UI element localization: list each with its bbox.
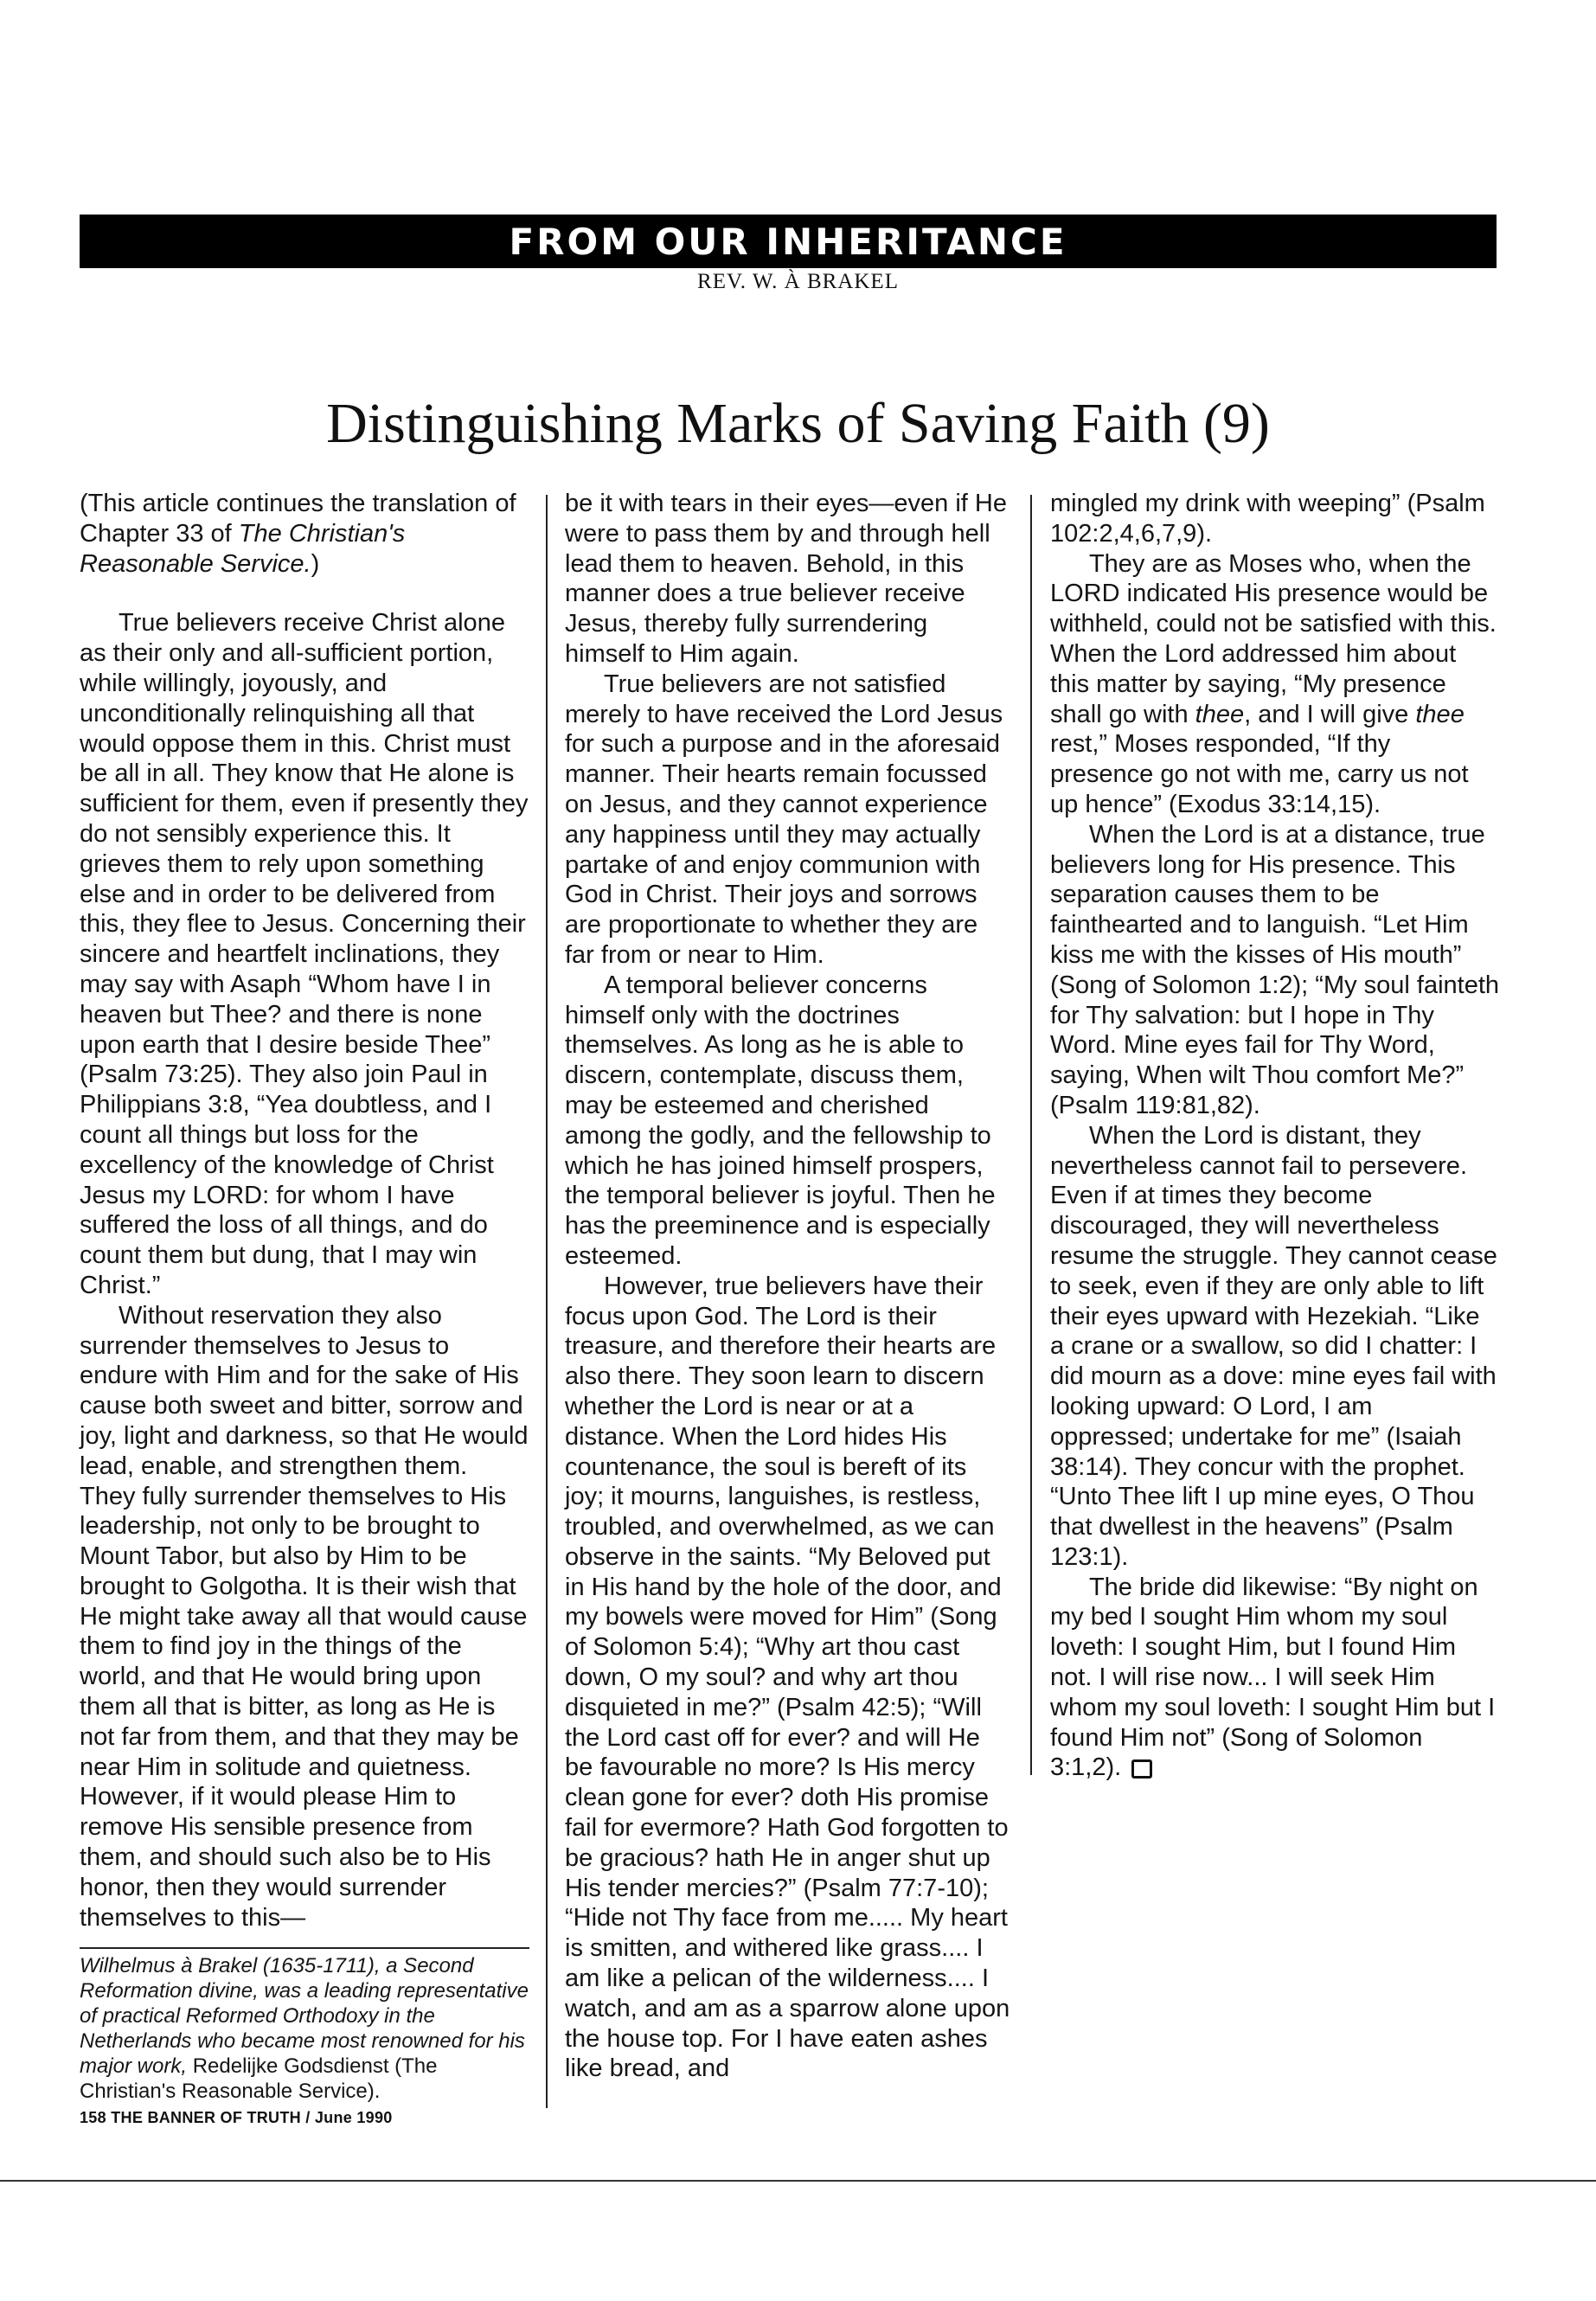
page-bottom-rule bbox=[0, 2180, 1596, 2182]
column-divider-2 bbox=[1030, 495, 1032, 1775]
page-footer bbox=[80, 2109, 393, 2127]
author-bio bbox=[80, 1953, 529, 2104]
column-1 bbox=[80, 489, 529, 1932]
intro-close: ) bbox=[311, 549, 320, 578]
issue-date: June 1990 bbox=[314, 2109, 393, 2126]
end-of-article-icon bbox=[1131, 1759, 1152, 1779]
text-run: , and I will give bbox=[1244, 700, 1416, 728]
paragraph: Without reservation they also surrender themselves to Jesus to endure with Him and for the sake of His cause both sweet and bitter, sorrow and joy, light and darkness, so that He would lead, enable, and strengthen them. They fully surrender themselves to His leadership, not only to be brought to Mount Tabor, but also by Him to be brought to Golgotha. It is their wish that He might take away all that would cause them to find joy in the things of the world, and that He would bring upon them all that is bitter, as long as He is not far from them, and that they may be near Him in solitude and quietness. However, if it would please Him to remove His sensible presence from them, and should such also be to His honor, then they would surrender themselves to this— bbox=[80, 1301, 529, 1932]
paragraph: True believers receive Christ alone as their only and all-sufficient portion, while willingly, joyously, and unconditionally relinquishing all that would oppose them in this. Christ must be all in all. They know that He alone is sufficient for them, even if presently they do not sensibly experience this. It grieves them to rely upon something else and in order to be delivered from this, they flee to Jesus. Concerning their sincere and heartfelt inclinations, they may say with Asaph “Whom have I in heaven but Thee? and there is none upon earth that I desire beside Thee” (Psalm 73:25). They also join Paul in Philippians 3:8, “Yea doubtless, and I count all things but loss for the excellency of the knowledge of Christ Jesus my LORD: for whom I have suffered the loss of all things, and do count them but dung, that I may win Christ.” bbox=[80, 609, 529, 1299]
paragraph: A temporal believer concerns himself only with the doctrines themselves. As long as he is able to discern, contemplate, discuss them, may be esteemed and cherished among the godly, and the fellowship to which he has joined himself prospers, the temporal believer is joyful. Then he has the preeminence and is especially esteemed. bbox=[565, 971, 996, 1270]
article-title: Distinguishing Marks of Saving Faith (9) bbox=[326, 392, 1270, 455]
section-title: FROM OUR INHERITANCE bbox=[509, 220, 1067, 263]
paragraph: When the Lord is distant, they nevertheless cannot fail to persevere. Even if at times they become discouraged, they will nevertheless resume the struggle. They cannot cease to seek, even if they are only able to lift their eyes upward with Hezekiah. “Like a crane or a swallow, so did I chatter: I did mourn as a dove: mine eyes fail with looking upward: O Lord, I am oppressed; undertake for me” (Isaiah 38:14). They concur with the prophet. “Unto Thee lift I up mine eyes, O Thou that dwellest in the heavens” (Psalm 123:1). bbox=[1050, 1121, 1497, 1571]
page-number: 158 bbox=[80, 2109, 106, 2126]
intro-book-title: The Christian's Reasonable Service. bbox=[80, 519, 406, 578]
publication-name: THE BANNER OF TRUTH / bbox=[111, 2109, 311, 2126]
paragraph: mingled my drink with weeping” (Psalm 102:2,4,6,7,9). bbox=[1050, 490, 1485, 548]
author-line: REV. W. À BRAKEL bbox=[697, 270, 899, 293]
text-run: They are as Moses who, when the LORD indicated His presence would be withheld, could not be satisfied with this. When the Lord addressed him about this matter by saying, “My presence shall go with bbox=[1050, 549, 1497, 728]
paragraph: True believers are not satisfied merely to have received the Lord Jesus for such a purpose and in the aforesaid manner. Their hearts remain focussed on Jesus, and they cannot experience any happiness until they may actually partake of and enjoy communion with God in Christ. Their joys and sorrows are proportionate to whether they are far from or near to Him. bbox=[565, 670, 1003, 969]
column-2 bbox=[565, 489, 1010, 2084]
bio-work-title: Redelijke Godsdienst bbox=[192, 2054, 389, 2078]
paragraph: be it with tears in their eyes—even if He were to pass them by and through hell lead them to heaven. Behold, in this manner does a true believer receive Jesus, thereby fully surrendering himself to Him again. bbox=[565, 490, 1007, 668]
bio-text: Wilhelmus à Brakel (1635-1711), a Second Reformation divine, was a leading representative of practical Reformed Orthodoxy in the Netherlands who became most renowned for his major work, bbox=[80, 1954, 529, 2078]
bio-work-translation: (The Christian's Reasonable Service). bbox=[80, 2054, 438, 2103]
intro-note bbox=[80, 489, 529, 579]
paragraph bbox=[1050, 549, 1500, 820]
paragraph: When the Lord is at a distance, true believers long for His presence. This separation causes them to be fainthearted and to languish. “Let Him kiss me with the kisses of His mouth” (Song of Solomon 1:2); “My soul fainteth for Thy salvation: but I hope in Thy Word. Mine eyes fail for Thy Word, saying, When wilt Thou comfort Me?” (Psalm 119:81,82). bbox=[1050, 820, 1500, 1119]
emphasis: thee bbox=[1415, 700, 1465, 728]
text-run: The bride did likewise: “By night on my bed I sought Him whom my soul loveth: I sought Him, but I found Him not. I will rise now... I will seek Him whom my soul loveth: I sought Him but I found Him not” (Song of Solomon 3:1,2). bbox=[1050, 1573, 1496, 1782]
column-3 bbox=[1050, 489, 1500, 1783]
column-divider-1 bbox=[546, 495, 548, 2108]
intro-text: (This article continues the translation of Chapter 33 of bbox=[80, 490, 516, 548]
paragraph: However, true believers have their focus upon God. The Lord is their treasure, and therefore their hearts are also there. They soon learn to discern whether the Lord is near or at a distance. When the Lord hides His countenance, the soul is bereft of its joy; it mourns, languishes, is restless, troubled, and overwhelmed, as we can observe in the saints. “My Beloved put in His hand by the hole of the door, and my bowels were moved for Him” (Song of Solomon 5:4); “Why art thou cast down, O my soul? and why art thou disquieted in me?” (Psalm 42:5); “Will the Lord cast off for ever? and will He be favourable no more? Is His mercy clean gone for ever? doth His promise fail for evermore? Hath God forgotten to be gracious? hath He in anger shut up His tender mercies?” (Psalm 77:7-10); “Hide not Thy face from me..... My heart is smitten, and withered like grass.... I am like a pelican of the wilderness.... I watch, and am as a sparrow alone upon the house top. For I have eaten ashes like bread, and bbox=[565, 1272, 1010, 2083]
emphasis: thee bbox=[1195, 700, 1245, 728]
text-run: rest,” Moses responded, “If thy presence go not with me, carry us not up hence” (Exodus 33:14,15). bbox=[1050, 730, 1469, 818]
bio-divider bbox=[80, 1947, 529, 1949]
paragraph bbox=[1050, 1573, 1500, 1784]
section-banner bbox=[80, 215, 1497, 268]
